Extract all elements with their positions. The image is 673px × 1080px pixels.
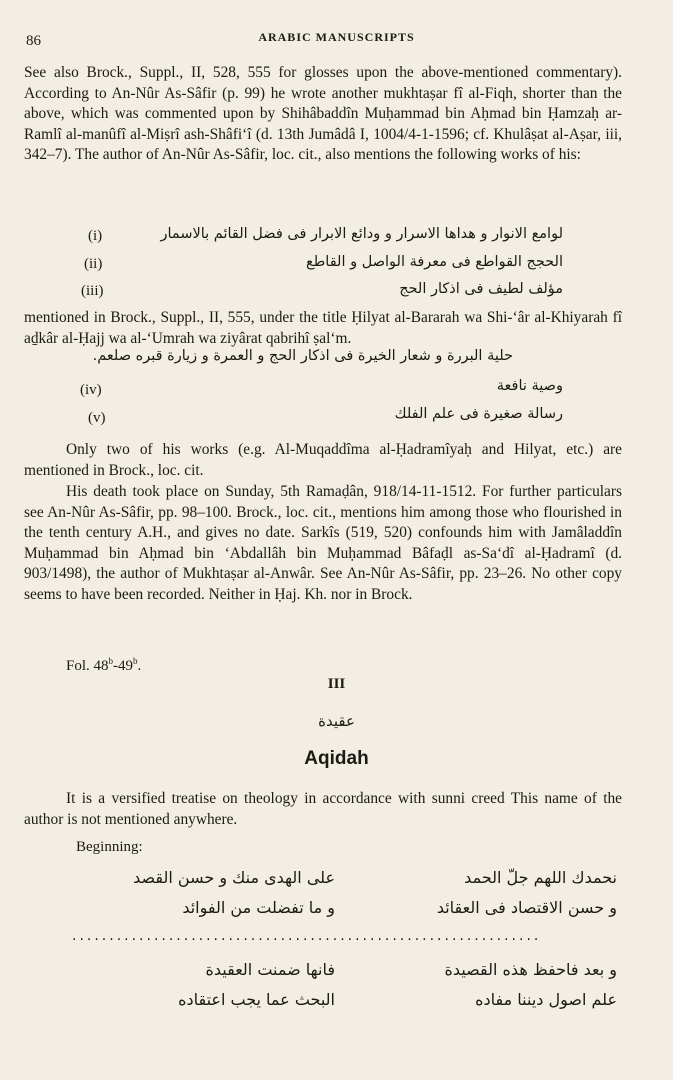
- work-title-arabic-5: رسالة صغيرة فى علم الفلك: [394, 406, 563, 422]
- work-title-arabic-3: مؤلف لطيف فى اذكار الحج: [399, 281, 563, 297]
- running-head: ARABIC MANUSCRIPTS: [258, 30, 415, 44]
- verse-1-left: على الهدى منك و حسن القصد: [133, 868, 335, 887]
- work-title-arabic-2: الحجج القواطع فى معرفة الواصل و القاطع: [306, 254, 563, 270]
- section-title-arabic: عقيدة: [318, 712, 355, 730]
- beginning-label: Beginning:: [76, 839, 143, 855]
- work-number-2: (ii): [84, 256, 103, 272]
- work-number-5: (v): [88, 410, 106, 426]
- paragraph-two-works: Only two of his works (e.g. Al-Muqaddîma al-Ḥadramîyaḥ and Hilyat, etc.) are mentioned in Brock., loc. cit.: [24, 441, 622, 479]
- work-number-4: (iv): [80, 382, 102, 398]
- verse-3-right: و بعد فاحفظ هذه القصيدة: [444, 960, 617, 979]
- verse-gap-dots: ...............................................................: [72, 928, 542, 944]
- verse-1-right: نحمدك اللهم جلّ الحمد: [464, 868, 617, 887]
- work-number-1: (i): [88, 228, 103, 244]
- paragraph-commentary: See also Brock., Suppl., II, 528, 555 for glosses upon the above-mentioned commentary). According to An-Nûr As-Sâfir (p. 99) he wrote another mukhtaṣar fî al-Fiqh, shorter than the above, which was commented upon by Shihâbaddîn Muḥammad bin Aḥmad bin Ḥamzaḥ ar-Ramlî al-manûfî al-Miṣrî ash-Shâfi‘î (d. 13th Jumâdâ I, 1004/4-1-1596; cf. Khulâṣat al-Aṣar, iii, 342–7). The author of An-Nûr As-Sâfir, loc. cit., also mentions the following works of his:: [24, 64, 622, 164]
- work-title-arabic-4: وصية نافعة: [496, 378, 563, 394]
- paragraph-death: His death took place on Sunday, 5th Ramaḍân, 918/14-11-1512. For further particulars see An-Nûr As-Sâfir, pp. 98–100. Brock., loc. cit., mentions him among those who flourished in the tenth century A.H., and gives no date. Sarkîs (519, 520) confounds him with Jamâladdîn Muḥammad bin Aḥmad bin ‘Abdallâh bin Muḥammad Bâfaḍl as-Sa‘dî al-Ḥadramî (d. 903/1498), the author of Mukhtaṣar al-Anwâr. See An-Nûr As-Sâfir, pp. 23–26. No other copy seems to have been recorded. Neither in Ḥaj. Kh. nor in Brock.: [24, 483, 622, 603]
- paragraph-treatise: It is a versified treatise on theology in accordance with sunni creed This name of the author is not mentioned anywhere.: [24, 790, 622, 828]
- verse-4-right: علم اصول ديننا مفاده: [475, 990, 617, 1009]
- verse-2-right: و حسن الاقتصاد فى العقائد: [436, 898, 617, 917]
- paragraph-mentioned: mentioned in Brock., Suppl., II, 555, under the title Ḥilyat al-Bararah wa Shi-‘âr al-Khiyarah fî aḏkâr al-Ḥajj wa al-‘Umrah wa ziyârat qabrihî ṣal‘m.: [24, 309, 622, 347]
- folio-reference: Fol. 48$^b$-49$^b$.: [66, 656, 142, 674]
- verse-3-left: فانها ضمنت العقيدة: [205, 960, 335, 979]
- page-number: 86: [26, 33, 41, 49]
- section-number: III: [327, 676, 346, 692]
- verse-4-left: البحث عما يجب اعتقاده: [178, 990, 335, 1009]
- verse-2-left: و ما تفضلت من الفوائد: [182, 898, 335, 917]
- section-title: Aqidah: [304, 748, 369, 769]
- work-number-3: (iii): [81, 283, 104, 299]
- work-title-arabic-1: لوامع الانوار و هداها الاسرار و ودائع الابرار فى فضل القائم بالاسمار: [160, 226, 563, 242]
- title-arabic-hilyat: حلية البررة و شعار الخيرة فى اذكار الحج و العمرة و زيارة قبره صلعم.: [92, 348, 513, 364]
